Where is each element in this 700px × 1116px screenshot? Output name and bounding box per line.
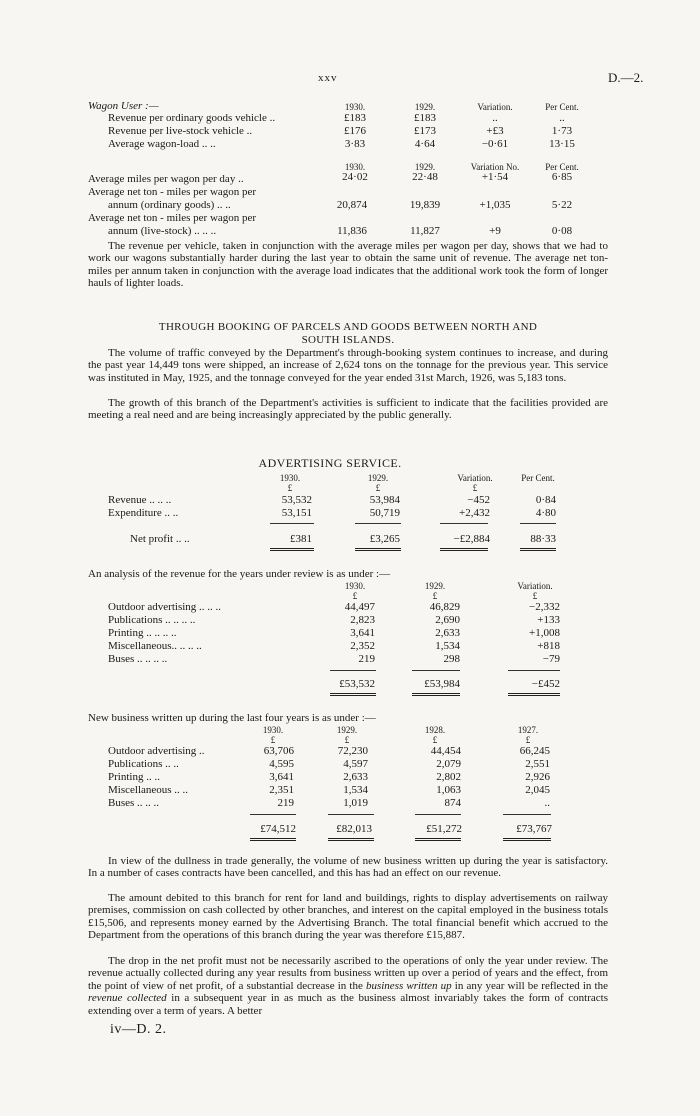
- currency-mark: £: [352, 591, 358, 601]
- table-cell: 2,352: [350, 640, 375, 652]
- table-cell: +1,008: [529, 627, 560, 639]
- divider: [415, 814, 461, 815]
- table-cell: +818: [537, 640, 560, 652]
- table-cell: 88·33: [530, 533, 556, 545]
- table-cell: 50,719: [369, 507, 400, 519]
- currency-mark: £: [270, 735, 276, 745]
- table-row-label: Average net ton - miles per wagon per: [88, 186, 257, 198]
- table-cell: £176: [344, 125, 366, 137]
- table-row-label: Miscellaneous.. .. .. ..: [108, 640, 202, 652]
- table-total: £73,767: [516, 823, 552, 835]
- heading-line: SOUTH ISLANDS.: [301, 333, 395, 346]
- table-cell: 2,351: [269, 784, 294, 796]
- wagon-paragraph: The revenue per vehicle, taken in conjunction with the average miles per wagon per day, shows that we had to work our wagons substantially harder during the last year to obtain the same unit of revenue. The average net ton-miles per annum taken in conjunction with the average load indicates that the additional work took the form of longer hauls of lighter loads.: [88, 240, 608, 290]
- table-row-label: Average net ton - miles per wagon per: [88, 212, 257, 224]
- col-1929: 1929.: [414, 162, 436, 172]
- table-row-label: Expenditure .. ..: [108, 507, 179, 519]
- table-cell: −£2,884: [453, 533, 490, 545]
- col-percent: Per Cent.: [545, 102, 579, 112]
- table-cell: 3,641: [350, 627, 375, 639]
- table-row-label: Publications .. ..: [108, 758, 179, 770]
- table-cell: ..: [559, 112, 565, 124]
- col-1930: 1930.: [344, 102, 366, 112]
- table-row-label-cont: annum (live-stock) .. .. ..: [108, 225, 217, 237]
- col-1930: 1930.: [262, 725, 284, 735]
- divider: [330, 670, 376, 671]
- table-cell: £183: [344, 112, 366, 124]
- report-code: D.—2.: [608, 70, 644, 85]
- through-booking-heading: [88, 321, 608, 346]
- table-cell: 874: [444, 797, 461, 809]
- table-total: £53,984: [424, 678, 460, 690]
- table-cell: 4·80: [535, 507, 556, 519]
- col-1930: 1930.: [279, 473, 301, 483]
- table-cell: +133: [537, 614, 560, 626]
- table-row-label: Average wagon-load .. ..: [108, 138, 216, 150]
- page-number: xxv: [318, 72, 338, 84]
- table-row-label-cont: annum (ordinary goods) .. ..: [108, 199, 231, 211]
- divider: [503, 814, 551, 815]
- double-rule: [250, 838, 296, 841]
- col-percent: Per Cent.: [521, 473, 555, 483]
- col-variation: Variation.: [477, 102, 513, 112]
- table-cell: 20,874: [336, 199, 368, 211]
- col-1929: 1929.: [424, 581, 446, 591]
- table-cell: 44,454: [430, 745, 461, 757]
- table-total: £53,532: [339, 678, 375, 690]
- through-booking-para-2: The growth of this branch of the Department's activities is sufficient to indicate that the facilities provided are meeting a real need and are being increasingly appreciated by the public generally.: [88, 397, 608, 422]
- table-cell: 1·73: [551, 125, 573, 137]
- table-cell: £183: [414, 112, 436, 124]
- divider: [412, 670, 460, 671]
- table-cell: +1·54: [481, 171, 509, 183]
- col-1927: 1927.: [517, 725, 539, 735]
- table-row-label: Outdoor advertising ..: [108, 745, 205, 757]
- col-variation: Variation.: [457, 473, 493, 483]
- table-row-label: Printing .. .. .. ..: [108, 627, 177, 639]
- italic-text: business written up: [365, 979, 452, 992]
- table-cell: 2,633: [435, 627, 460, 639]
- table-row-label: Publications .. .. .. ..: [108, 614, 196, 626]
- table-cell: 5·22: [551, 199, 573, 211]
- currency-mark: £: [375, 483, 381, 493]
- divider: [270, 523, 314, 524]
- table-cell: 2,802: [436, 771, 461, 783]
- table-cell: 2,690: [435, 614, 460, 626]
- through-booking-para-1: The volume of traffic conveyed by the Department's through-booking system continues to increase, and during the past year 14,449 tons were shipped, an increase of 2,624 tons on the tonnage for the previous year. This service was instituted in May, 1925, and the tonnage conveyed for the year ended 31st March, 1926, was 5,183 tons.: [88, 347, 608, 384]
- table-row-label: Outdoor advertising .. .. ..: [108, 601, 222, 613]
- table-cell: 19,839: [409, 199, 441, 211]
- closing-para-1: In view of the dullness in trade generally, the volume of new business written up during the year is satisfactory. In a number of cases contracts have been cancelled, and this has had an effect on our revenue.: [88, 855, 608, 880]
- table-total: −£452: [531, 678, 560, 690]
- table-row-label: Printing .. ..: [108, 771, 160, 783]
- table-cell: 4,597: [343, 758, 368, 770]
- table-cell: 44,497: [344, 601, 375, 613]
- heading-line: THROUGH BOOKING OF PARCELS AND GOODS BETWEEN NORTH AND: [158, 321, 538, 333]
- table-cell: 13·15: [549, 138, 575, 150]
- footer-signature: iv—D. 2.: [110, 1022, 167, 1037]
- table-cell: 1,019: [343, 797, 368, 809]
- table-cell: −0·61: [481, 138, 509, 150]
- table-cell: −79: [542, 653, 560, 665]
- table-row-label: Average miles per wagon per day ..: [88, 173, 244, 185]
- table-cell: £381: [290, 533, 312, 545]
- table-cell: 1,534: [343, 784, 368, 796]
- col-variation: Variation.: [517, 581, 553, 591]
- table-row-label: Revenue per live-stock vehicle ..: [108, 125, 253, 137]
- table-cell: 298: [443, 653, 460, 665]
- double-rule: [503, 838, 551, 841]
- table-cell: 24·02: [342, 171, 368, 183]
- text-run: in a subsequent year in as much as the business almost invariably takes the form of contracts extending over a term of years. A better: [88, 992, 608, 1017]
- divider: [440, 523, 488, 524]
- table-cell: 2,551: [525, 758, 550, 770]
- table-total: £51,272: [426, 823, 462, 835]
- table-row-label: Buses .. .. .. ..: [108, 653, 168, 665]
- double-rule: [520, 548, 556, 551]
- table-cell: 0·08: [551, 225, 573, 237]
- advertising-heading: ADVERTISING SERVICE.: [258, 456, 402, 470]
- table-cell: −452: [467, 494, 490, 506]
- currency-mark: £: [472, 483, 478, 493]
- new-business-intro: New business written up during the last four years is as under :—: [88, 712, 376, 724]
- currency-mark: £: [432, 591, 438, 601]
- divider: [328, 814, 374, 815]
- col-variation-no: Variation No.: [470, 162, 520, 172]
- table-cell: 2,045: [525, 784, 550, 796]
- table-cell: £3,265: [369, 533, 400, 545]
- table-cell: +9: [489, 225, 501, 237]
- currency-mark: £: [432, 735, 438, 745]
- table-cell: 53,151: [281, 507, 312, 519]
- table-total: £74,512: [260, 823, 296, 835]
- table-cell: 66,245: [519, 745, 550, 757]
- table-cell: 219: [277, 797, 294, 809]
- net-profit-label: Net profit .. ..: [130, 533, 190, 545]
- wagon-user-heading: Wagon User :—: [88, 100, 159, 112]
- table-cell: 2,926: [525, 771, 550, 783]
- currency-mark: £: [525, 735, 531, 745]
- closing-para-2: The amount debited to this branch for rent for land and buildings, rights to display advertisements on railway premises, commission on cash collected by other branches, and interest on the capital employed in the business totals £15,506, and represents money earned by the Advertising Branch. The total financial benefit which accrued to the Department from the operations of this branch during the year was therefore £15,887.: [88, 892, 608, 942]
- currency-mark: £: [344, 735, 350, 745]
- currency-mark: £: [532, 591, 538, 601]
- divider: [508, 670, 560, 671]
- table-cell: £173: [414, 125, 436, 137]
- table-cell: +1,035: [479, 199, 511, 211]
- table-row-label: Revenue .. .. ..: [108, 494, 172, 506]
- table-cell: 219: [358, 653, 375, 665]
- col-1928: 1928.: [424, 725, 446, 735]
- col-1929: 1929.: [414, 102, 436, 112]
- table-cell: ..: [544, 797, 550, 809]
- double-rule: [270, 548, 314, 551]
- table-cell: 3·83: [344, 138, 366, 150]
- col-1930: 1930.: [344, 581, 366, 591]
- double-rule: [330, 693, 376, 696]
- text-run: in any year will be reflected in the: [454, 979, 608, 992]
- closing-para-3: [88, 955, 608, 1017]
- table-cell: 22·48: [412, 171, 438, 183]
- analysis-intro: An analysis of the revenue for the years under review is as under :—: [88, 568, 391, 580]
- currency-mark: £: [287, 483, 293, 493]
- double-rule: [412, 693, 460, 696]
- table-cell: ..: [492, 112, 498, 124]
- table-cell: +2,432: [459, 507, 490, 519]
- double-rule: [508, 693, 560, 696]
- double-rule: [355, 548, 401, 551]
- divider: [250, 814, 296, 815]
- double-rule: [328, 838, 374, 841]
- table-cell: +£3: [486, 125, 504, 137]
- table-cell: 6·85: [551, 171, 573, 183]
- table-cell: 2,079: [436, 758, 461, 770]
- table-cell: 11,827: [410, 225, 440, 237]
- col-1929: 1929.: [367, 473, 389, 483]
- table-cell: 11,836: [337, 225, 367, 237]
- table-cell: 2,633: [343, 771, 368, 783]
- double-rule: [440, 548, 488, 551]
- divider: [520, 523, 556, 524]
- table-row-label: Miscellaneous .. ..: [108, 784, 189, 796]
- col-percent: Per Cent.: [545, 162, 579, 172]
- table-cell: 53,984: [369, 494, 400, 506]
- table-cell: 1,063: [436, 784, 461, 796]
- table-cell: 0·84: [535, 494, 556, 506]
- double-rule: [415, 838, 461, 841]
- italic-text: revenue collected: [88, 992, 167, 1005]
- col-1929: 1929.: [336, 725, 358, 735]
- table-cell: 2,823: [350, 614, 375, 626]
- table-cell: 3,641: [269, 771, 294, 783]
- table-cell: 46,829: [429, 601, 460, 613]
- table-cell: 72,230: [337, 745, 368, 757]
- table-total: £82,013: [336, 823, 372, 835]
- divider: [355, 523, 401, 524]
- col-1930: 1930.: [344, 162, 366, 172]
- table-row-label: Revenue per ordinary goods vehicle ..: [108, 112, 276, 124]
- table-cell: 1,534: [435, 640, 460, 652]
- text-run: The drop in the net profit must not be necessarily ascribed to the operations of only the year under review. The revenue actually collected during any year results from business written up over a period of years and the effect, from the point of view of net profit, of a substantial decrease in the: [88, 955, 608, 992]
- table-cell: 53,532: [281, 494, 312, 506]
- table-cell: 63,706: [263, 745, 294, 757]
- table-row-label: Buses .. .. ..: [108, 797, 160, 809]
- table-cell: −2,332: [529, 601, 560, 613]
- table-cell: 4,595: [269, 758, 294, 770]
- table-cell: 4·64: [414, 138, 436, 150]
